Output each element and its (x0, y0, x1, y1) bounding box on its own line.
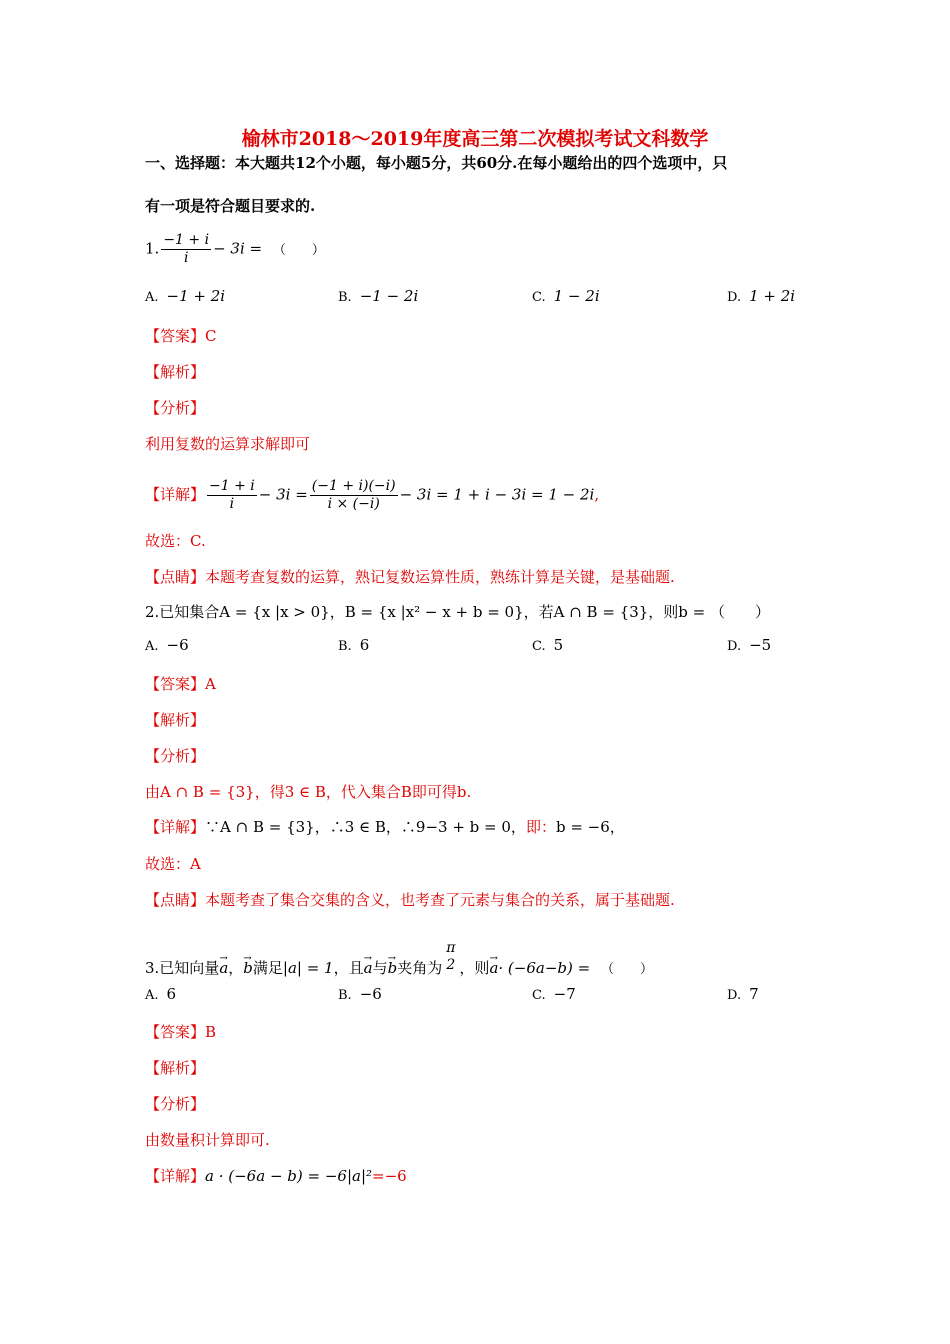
q3-option-d: D. 7 (727, 985, 759, 1003)
q1-option-d: D. 1 + 2i (727, 287, 796, 305)
q2-detail: 【详解】∵A ∩ B = {3}，∴3 ∈ B，∴9−3 + b = 0，即：b = −6， (145, 818, 625, 836)
q2-analysis-label: 【解析】 (145, 711, 206, 729)
q1-answer: 【答案】C (145, 327, 217, 345)
q1-stem (145, 232, 325, 267)
q2-option-d: D. −5 (727, 636, 772, 654)
section-heading-line2: 有一项是符合题目要求的. (145, 197, 316, 215)
q1-fenxi-text: 利用复数的运算求解即可 (145, 435, 311, 453)
q2-comment: 【点睛】本题考查了集合交集的含义，也考查了元素与集合的关系，属于基础题. (145, 891, 675, 909)
q3-option-a: A. 6 (145, 985, 177, 1003)
q2-answer: 【答案】A (145, 675, 216, 693)
q1-detail: 【详解】 $\frac{-1 + i}{i}$ − 3i = $\frac{(-1 + i)(-i)}{i \times (-i)}$ − 3i = 1 + i − 3i = 1 − 2i, (145, 478, 600, 512)
q2-stem: 2.已知集合A = {x |x > 0}，B = {x |x² − x + b = 0}，若A ∩ B = {3}，则b = （ ） (145, 603, 771, 621)
q1-number: 1. (145, 239, 160, 258)
q3-option-c: C. −7 (532, 985, 576, 1003)
q3-answer: 【答案】B (145, 1023, 217, 1041)
q1-option-a: A. −1 + 2i (145, 287, 226, 305)
q1-tail: − 3i = (213, 239, 263, 258)
q3-fenxi-text: 由数量积计算即可. (145, 1131, 270, 1149)
q3-stem: 3.已知向量→ a，→ b满足|a| = 1，且→ a与→ b夹角为 π 2 ，则→ a· (−6a−b) = （ ） (145, 940, 653, 980)
q1-conclusion: 故选：C. (145, 532, 206, 550)
q1-option-b: B. −1 − 2i (338, 287, 419, 305)
q3-detail: 【详解】a · (−6a − b) = −6|a|²=−6 (145, 1167, 407, 1185)
q1-comment: 【点睛】本题考查复数的运算，熟记复数运算性质，熟练计算是关键，是基础题. (145, 568, 675, 586)
q3-option-b: B. −6 (338, 985, 382, 1003)
q1-fraction (161, 232, 211, 267)
q1-paren: （ ） (272, 242, 325, 258)
q3-fenxi-label: 【分析】 (145, 1095, 206, 1113)
q2-option-b: B. 6 (338, 636, 370, 654)
q2-fenxi-text: 由A ∩ B = {3}，得3 ∈ B，代入集合B即可得b. (145, 783, 472, 801)
q2-fenxi-label: 【分析】 (145, 747, 206, 765)
page-title: 榆林市2018～2019年度高三第二次模拟考试文科数学 (241, 128, 709, 150)
q2-conclusion: 故选：A (145, 855, 201, 873)
q3-analysis-label: 【解析】 (145, 1059, 206, 1077)
section-heading-line1: 一、选择题：本大题共12个小题，每小题5分，共60分.在每小题给出的四个选项中，只 (145, 154, 728, 172)
q1-frac-den: i (183, 250, 189, 266)
q2-option-a: A. −6 (145, 636, 189, 654)
q2-option-c: C. 5 (532, 636, 564, 654)
q1-analysis-label: 【解析】 (145, 363, 206, 381)
q1-fenxi-label: 【分析】 (145, 399, 206, 417)
q1-frac-num: −1 + i (163, 232, 210, 248)
q1-option-c: C. 1 − 2i (532, 287, 600, 305)
